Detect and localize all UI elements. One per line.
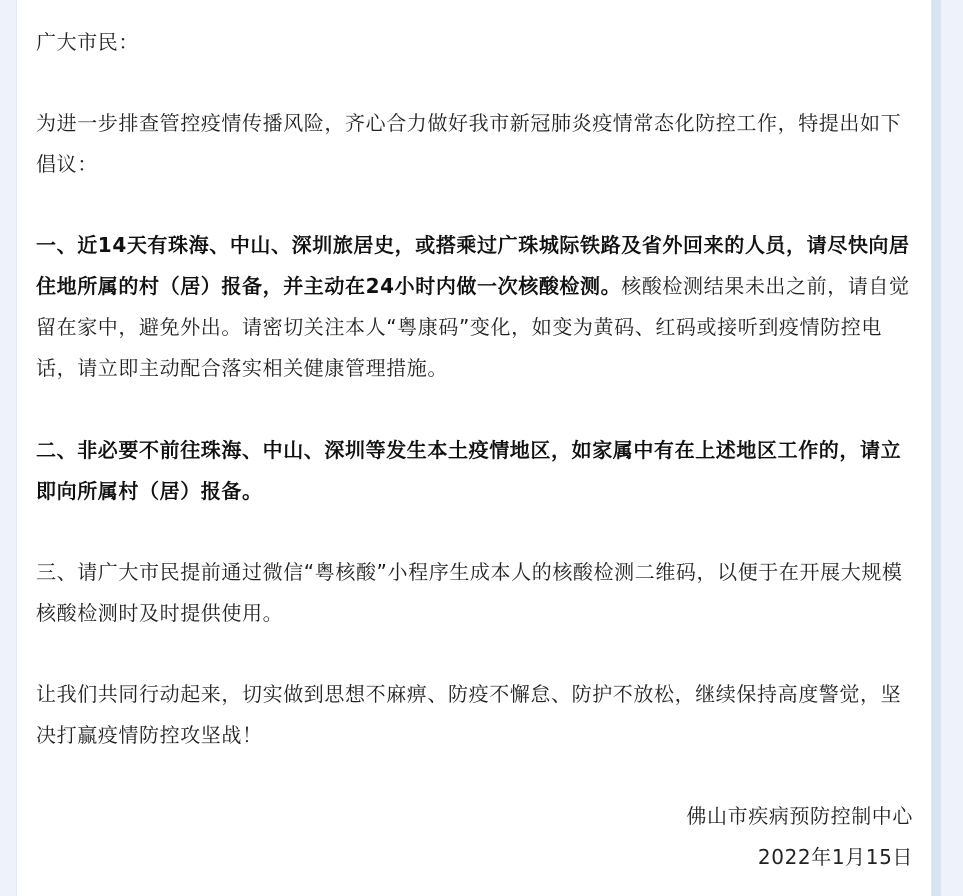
notice-page xyxy=(16,0,932,896)
item-1-normal-text: 核酸检测结果未出之前，请自觉留在家中，避免外出。请密切关注本人“粤康码”变化，如变为黄码、红码或接听到疫情防控电话，请立即主动配合落实相关健康管理措施。 xyxy=(36,274,910,380)
intro-paragraph: 为进一步排查管控疫情传播风险，齐心合力做好我市新冠肺炎疫情常态化防控工作，特提出如下倡议： xyxy=(36,111,902,176)
item-1-paragraph xyxy=(36,225,916,389)
signature-org: 佛山市疾病预防控制中心 xyxy=(686,804,913,828)
item-1-bold-text: 一、近14天有珠海、中山、深圳旅居史，或搭乘过广珠城际铁路及省外回来的人员，请尽快向居住地所属的村（居）报备，并主动在24小时内做一次核酸检测。 xyxy=(36,233,910,298)
salutation: 广大市民： xyxy=(36,30,139,54)
closing-paragraph: 让我们共同行动起来，切实做到思想不麻痹、防疫不懈怠、防护不放松，继续保持高度警觉，坚决打赢疫情防控攻坚战！ xyxy=(36,682,902,747)
item-3-paragraph: 三、请广大市民提前通过微信“粤核酸”小程序生成本人的核酸检测二维码，以便于在开展大规模核酸检测时及时提供使用。 xyxy=(36,560,903,625)
item-2-paragraph xyxy=(36,430,916,512)
item-2-bold-text: 二、非必要不前往珠海、中山、深圳等发生本土疫情地区，如家属中有在上述地区工作的，请立即向所属村（居）报备。 xyxy=(36,438,902,503)
signature-date: 2022年1月15日 xyxy=(757,845,913,869)
scrollbar-track[interactable] xyxy=(931,0,941,896)
